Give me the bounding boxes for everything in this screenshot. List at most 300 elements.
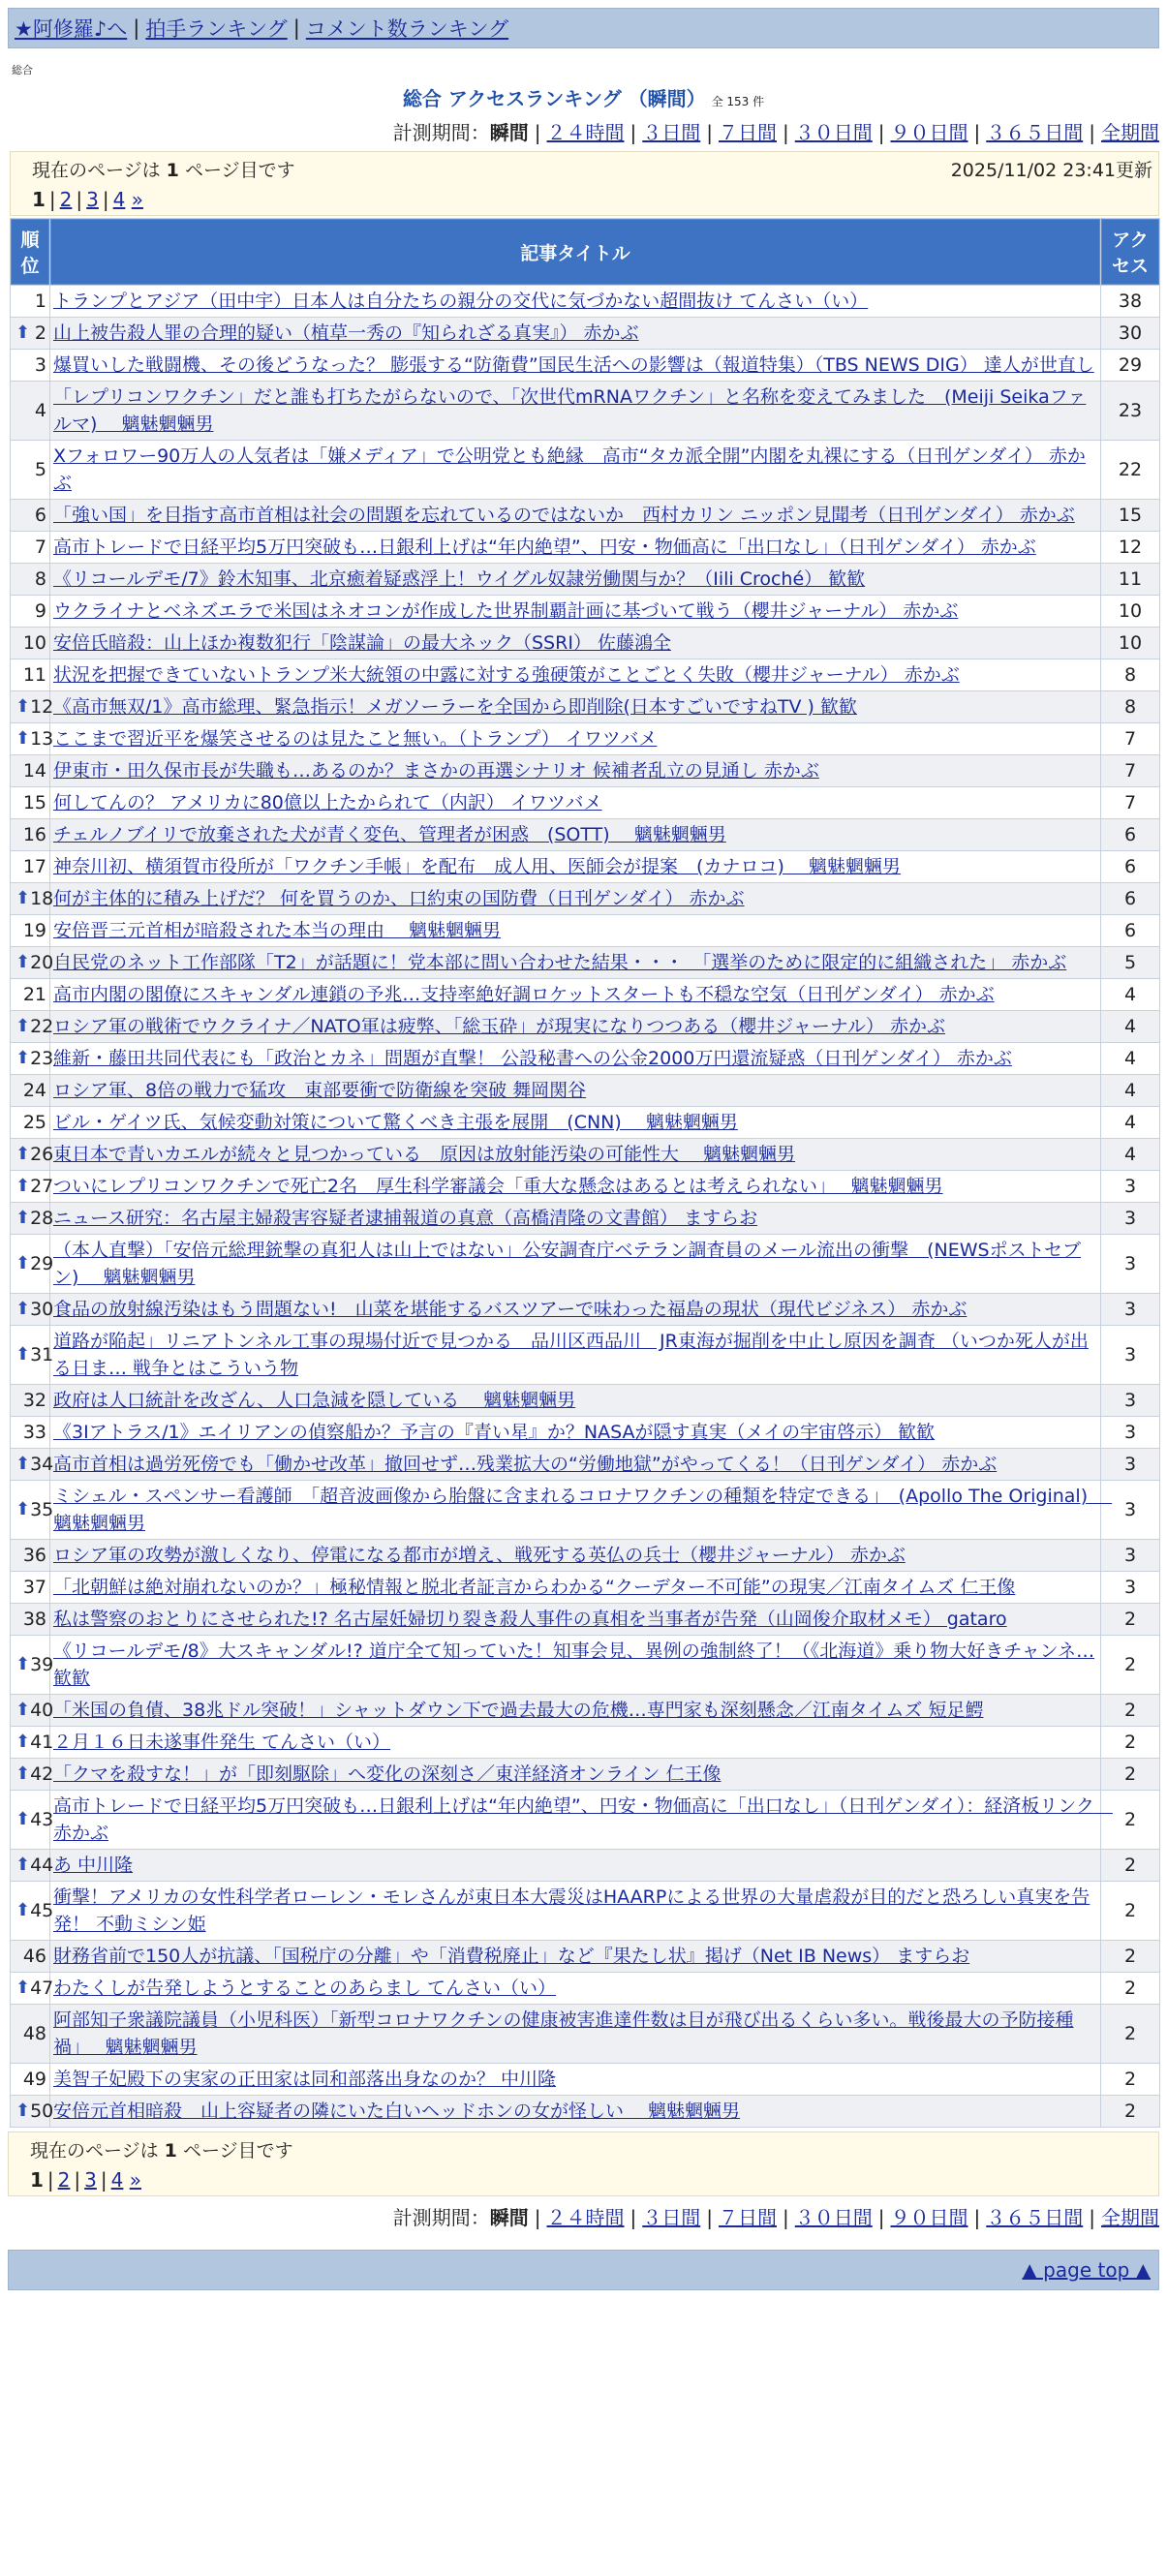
rank-number: 45 <box>30 1900 54 1921</box>
rank-number: 15 <box>22 792 46 813</box>
article-link[interactable]: 状況を把握できていないトランプ米大統領の中露に対する強硬策がことごとく失敗（櫻井ジャーナル） 赤かぶ <box>53 664 960 686</box>
article-link[interactable]: ロシア軍の戦術でウクライナ／NATO軍は疲弊、「総玉砕」が現実になりつつある（櫻井ジャーナル） 赤かぶ <box>53 1016 945 1037</box>
period-link[interactable]: ２４時間 <box>546 121 625 144</box>
table-row <box>11 1011 1159 1042</box>
access-count: 3 <box>1101 1326 1159 1384</box>
article-link[interactable]: （本人直撃）「安倍元総理銃撃の真犯人は山上ではない」公安調査庁ベテラン調査員のメール流出の衝撃 (NEWSポストセブン) 魑魅魍魎男 <box>53 1240 1082 1288</box>
access-count: 10 <box>1101 628 1159 659</box>
title-cell <box>50 1449 1100 1480</box>
title-cell <box>50 1043 1100 1074</box>
rank-cell <box>11 596 49 627</box>
rank-cell <box>11 1481 54 1539</box>
title-cell <box>50 1417 1100 1448</box>
access-count: 2 <box>1101 1941 1159 1972</box>
title-cell <box>50 947 1100 978</box>
period-separator: | <box>1089 121 1095 144</box>
rank-cell <box>11 1011 54 1042</box>
arrow-up-icon: ⬆ <box>15 1144 31 1164</box>
rank-number: 39 <box>30 1654 54 1675</box>
article-link[interactable]: 「クマを殺すな！」が「即刻駆除」へ変化の深刻さ／東洋経済オンライン 仁王像 <box>53 1763 722 1785</box>
pagination-current: 1 <box>32 188 46 211</box>
table-row <box>11 1636 1159 1694</box>
pagination-next[interactable]: » <box>131 188 143 211</box>
title-cell <box>50 1695 1100 1726</box>
title-cell <box>50 915 1100 946</box>
rank-number: 6 <box>34 505 46 526</box>
title-cell <box>50 628 1100 659</box>
pagination-link[interactable]: 2 <box>59 188 73 211</box>
access-count: 8 <box>1101 659 1159 690</box>
period-link[interactable]: ３６５日間 <box>986 121 1084 144</box>
rank-number: 30 <box>30 1299 54 1320</box>
article-link[interactable]: 「北朝鮮は絶対崩れないのか？」極秘情報と脱北者証言からわかる“クーデター不可能”の現実／江南タイムズ 仁王像 <box>53 1577 1016 1598</box>
article-link[interactable]: 自民党のネット工作部隊「T2」が話題に！党本部に問い合わせた結果・・・ 「選挙のために限定的に組織された」 赤かぶ <box>53 952 1067 973</box>
period-link[interactable]: ３日間 <box>642 121 701 144</box>
current-page-text: 現在のページは 1 ページ目です <box>30 2140 293 2162</box>
table-row <box>11 947 1159 978</box>
access-count: 3 <box>1101 1294 1159 1325</box>
rank-number: 38 <box>22 1609 46 1630</box>
rank-number: 48 <box>22 2023 46 2044</box>
rank-cell <box>11 1326 54 1384</box>
access-count: 3 <box>1101 1449 1159 1480</box>
article-link[interactable]: 「米国の負債、38兆ドル突破！」シャットダウン下で過去最大の危機…専門家も深刻懸念／江南タイムズ 短足鰐 <box>53 1700 984 1721</box>
clap-ranking-link[interactable]: 拍手ランキング <box>145 17 288 41</box>
article-link[interactable]: 高市首相は過労死傍でも「働かせ改革」撤回せず…残業拡大の“労働地獄”がやってくる！（日刊ゲンダイ） 赤かぶ <box>53 1454 998 1475</box>
table-row <box>11 1727 1159 1758</box>
period-selector-top <box>0 117 1159 145</box>
title-cell <box>50 1075 1100 1106</box>
article-link[interactable]: トランプとアジア（田中宇）日本人は自分たちの親分の交代に気づかない超間抜け てんさい（い） <box>53 291 869 312</box>
arrow-up-icon: ⬆ <box>15 1176 31 1196</box>
rank-number: 20 <box>30 952 54 973</box>
header-rank: 順位 <box>11 219 49 285</box>
rank-cell <box>11 1171 54 1202</box>
table-row <box>11 1203 1159 1234</box>
table-row <box>11 564 1159 595</box>
updated-time: 2025/11/02 23:41更新 <box>950 160 1152 181</box>
period-selector-bottom <box>0 2202 1159 2230</box>
pagination-link[interactable]: 3 <box>84 2168 97 2192</box>
table-row <box>11 1171 1159 1202</box>
rank-number: 18 <box>30 888 54 909</box>
access-count: 4 <box>1101 1011 1159 1042</box>
rank-cell <box>11 723 54 754</box>
article-link[interactable]: わたくしが告発しようとすることのあらまし てんさい（い） <box>53 1978 557 1999</box>
rank-cell <box>11 2005 49 2063</box>
period-link[interactable]: ３０日間 <box>794 121 873 144</box>
table-row <box>11 755 1159 786</box>
rank-number: 47 <box>30 1978 54 1999</box>
period-current: 瞬間 <box>489 2206 529 2229</box>
period-separator: | <box>783 121 789 144</box>
table-row <box>11 1294 1159 1325</box>
rank-cell <box>11 1235 54 1293</box>
rank-cell <box>11 1139 54 1170</box>
rank-number: 14 <box>22 760 46 782</box>
period-separator: | <box>877 121 885 144</box>
article-link[interactable]: ここまで習近平を爆笑させるのは見たこと無い。（トランプ） イワツバメ <box>53 728 658 750</box>
period-link[interactable]: 全期間 <box>1101 121 1159 144</box>
pagination-current: 1 <box>30 2168 44 2192</box>
pagination-separator: | <box>102 188 109 211</box>
rank-cell <box>11 628 49 659</box>
table-row <box>11 691 1159 722</box>
rank-cell <box>11 1695 54 1726</box>
rank-cell <box>11 2064 49 2095</box>
table-row <box>11 441 1159 499</box>
article-link[interactable]: ニュース研究：名古屋主婦殺害容疑者逮捕報道の真意（高橋清隆の文書館） ますらお <box>53 1208 758 1229</box>
rank-cell <box>11 883 54 914</box>
rank-cell <box>11 350 49 381</box>
article-link[interactable]: 「レプリコンワクチン」だと誰も打ちたがらないので、「次世代mRNAワクチン」と名称を変えてみました (Meiji Seikaファルマ) 魑魅魍魎男 <box>53 386 1087 435</box>
title-cell <box>50 1326 1100 1384</box>
rank-number: 22 <box>30 1016 54 1037</box>
article-link[interactable]: 「強い国」を目指す高市首相は社会の問題を忘れているのではないか 西村カリン ニッポン見聞考（日刊ゲンダイ） 赤かぶ <box>53 505 1075 526</box>
access-count: 8 <box>1101 691 1159 722</box>
table-row <box>11 1540 1159 1571</box>
rank-cell <box>11 532 49 563</box>
title-cell <box>50 596 1100 627</box>
period-separator: | <box>973 2206 981 2229</box>
arrow-up-icon: ⬆ <box>15 1654 31 1674</box>
title-cell <box>50 1481 1113 1539</box>
arrow-up-icon: ⬆ <box>15 1253 31 1273</box>
rank-number: 49 <box>22 2069 46 2090</box>
access-count: 2 <box>1101 2005 1159 2063</box>
arrow-up-icon: ⬆ <box>15 1344 31 1365</box>
table-row <box>11 1385 1159 1416</box>
access-count: 2 <box>1101 1882 1159 1940</box>
access-count: 2 <box>1101 2096 1159 2127</box>
access-count: 3 <box>1101 1481 1159 1539</box>
access-count: 2 <box>1101 1727 1159 1758</box>
rank-cell <box>11 1604 49 1635</box>
article-link[interactable]: 食品の放射線汚染はもう問題ない! 山菜を堪能するバスツアーで味わった福島の現状（現代ビジネス） 赤かぶ <box>53 1299 967 1320</box>
arrow-up-icon: ⬆ <box>15 1499 31 1519</box>
table-row <box>11 915 1159 946</box>
table-row <box>11 2096 1159 2127</box>
rank-number: 26 <box>30 1144 54 1165</box>
arrow-up-icon: ⬆ <box>15 1732 31 1752</box>
rank-number: 25 <box>22 1112 46 1133</box>
nav-separator: | <box>133 16 140 40</box>
rank-number: 2 <box>34 322 46 344</box>
article-link[interactable]: 高市トレードで日経平均5万円突破も…日銀利上げは“年内絶望”、円安・物価高に「出口なし」（日刊ゲンダイ）：経済板リンク 赤かぶ <box>53 1795 1113 1844</box>
rank-number: 12 <box>30 696 54 718</box>
home-link[interactable]: ★阿修羅♪へ <box>15 17 128 41</box>
table-row <box>11 819 1159 850</box>
table-row <box>11 787 1159 818</box>
article-link[interactable]: 伊東市・田久保市長が失職も…あるのか？まさかの再選シナリオ 候補者乱立の見通し 赤かぶ <box>53 760 819 782</box>
table-row <box>11 318 1159 349</box>
pagination-bottom <box>30 2168 1152 2192</box>
period-separator: | <box>706 2206 713 2229</box>
article-link[interactable]: 神奈川初、横須賀市役所が「ワクチン手帳」を配布 成人用、医師会が提案 (カナロコ) 魑魅魍魎男 <box>53 856 901 877</box>
table-row <box>11 851 1159 882</box>
access-count: 6 <box>1101 819 1159 850</box>
rank-number: 19 <box>22 920 46 941</box>
title-cell <box>50 1973 1100 2004</box>
article-link[interactable]: 《リコールデモ/8》大スキャンダル!? 道庁全て知っていた！知事会見、異例の強制終了！（《北海道》乗り物大好きチャンネ… 歓歓 <box>53 1641 1095 1689</box>
arrow-up-icon: ⬆ <box>15 1048 31 1068</box>
arrow-up-icon: ⬆ <box>15 2101 31 2121</box>
access-count: 3 <box>1101 1171 1159 1202</box>
current-page-text: 現在のページは 1 ページ目です <box>32 160 295 181</box>
title-cell <box>50 382 1100 440</box>
article-link[interactable]: ビル・ゲイツ氏、気候変動対策について驚くべき主張を展開 (CNN) 魑魅魍魎男 <box>53 1112 738 1133</box>
access-count: 6 <box>1101 883 1159 914</box>
access-count: 30 <box>1101 318 1159 349</box>
rank-number: 42 <box>30 1763 54 1785</box>
article-link[interactable]: 何が主体的に積み上げだ？ 何を買うのか、口約束の国防費（日刊ゲンダイ） 赤かぶ <box>53 888 745 909</box>
rank-number: 13 <box>30 728 54 750</box>
rank-number: 27 <box>30 1176 54 1197</box>
rank-number: 36 <box>22 1545 46 1566</box>
article-link[interactable]: 山上被告殺人罪の合理的疑い（植草一秀の『知られざる真実』） 赤かぶ <box>53 322 639 344</box>
period-label: 計測期間： <box>392 2206 490 2229</box>
pagination-link[interactable]: 3 <box>86 188 99 211</box>
title-cell <box>50 1235 1100 1293</box>
article-link[interactable]: 《高市無双/1》高市総理、緊急指示！メガソーラーを全国から即削除(日本すごいですねTV ) 歓歓 <box>53 696 857 718</box>
arrow-up-icon: ⬆ <box>15 1208 31 1228</box>
rank-cell <box>11 1449 54 1480</box>
access-count: 4 <box>1101 1107 1159 1138</box>
rank-number: 50 <box>30 2101 54 2122</box>
rank-cell <box>11 947 54 978</box>
page-title <box>0 83 1167 111</box>
access-count: 6 <box>1101 915 1159 946</box>
table-row <box>11 1791 1159 1849</box>
table-row <box>11 532 1159 563</box>
page-info-bottom <box>8 2131 1159 2196</box>
title-cell <box>50 1882 1100 1940</box>
title-cell <box>50 787 1100 818</box>
rank-cell <box>11 1882 54 1940</box>
rank-cell <box>11 659 49 690</box>
rank-cell <box>11 1043 54 1074</box>
article-link[interactable]: 道路が陥起」リニアトンネル工事の現場付近で見つかる 品川区西品川 JR東海が掘削を中止し原因を調査 （いつか死人が出る日ま… 戦争とはこういう物 <box>53 1331 1089 1379</box>
table-row <box>11 1449 1159 1480</box>
rank-cell <box>11 382 49 440</box>
title-cell <box>50 755 1100 786</box>
bottom-bar <box>8 2250 1159 2290</box>
article-link[interactable]: ロシア軍、8倍の戦力で猛攻 東部要衝で防衛線を突破 舞岡関谷 <box>53 1080 587 1101</box>
access-count: 7 <box>1101 755 1159 786</box>
table-row <box>11 1043 1159 1074</box>
rank-number: 4 <box>34 400 46 421</box>
title-cell <box>50 979 1100 1010</box>
table-row <box>11 1882 1159 1940</box>
arrow-up-icon: ⬆ <box>15 1900 31 1920</box>
article-link[interactable]: 高市内閣の閣僚にスキャンダル連鎖の予兆…支持率絶好調ロケットスタートも不穏な空気（日刊ゲンダイ） 赤かぶ <box>53 984 995 1005</box>
rank-cell <box>11 1973 54 2004</box>
article-link[interactable]: 財務省前で150人が抗議、「国税庁の分離」や「消費税廃止」など『果たし状』掲げ（Net IB News） ますらお <box>53 1946 970 1967</box>
article-link[interactable]: チェルノブイリで放棄された犬が青く変色、管理者が困惑 (SOTT) 魑魅魍魎男 <box>53 824 726 845</box>
arrow-up-icon: ⬆ <box>15 696 31 717</box>
access-count: 2 <box>1101 1850 1159 1881</box>
title-cell <box>50 1850 1100 1881</box>
pagination-link[interactable]: 4 <box>112 188 126 211</box>
article-link[interactable]: 安倍晋三元首相が暗殺された本当の理由 魑魅魍魎男 <box>53 920 502 941</box>
title-cell <box>50 1294 1100 1325</box>
article-link[interactable]: ウクライナとベネズエラで米国はネオコンが作成した世界制覇計画に基づいて戦う（櫻井ジャーナル） 赤かぶ <box>53 600 959 622</box>
rank-cell <box>11 1107 49 1138</box>
title-cell <box>50 350 1100 381</box>
ranking-title: 総合 アクセスランキング （瞬間） <box>402 87 706 110</box>
article-link[interactable]: 私は警察のおとりにさせられた!? 名古屋妊婦切り裂き殺人事件の真相を当事者が告発（山岡俊介取材メモ） gataro <box>53 1609 1007 1630</box>
rank-number: 31 <box>30 1344 54 1365</box>
page-info-top <box>10 151 1159 216</box>
pagination-link[interactable]: 4 <box>110 2168 124 2192</box>
article-link[interactable]: 《リコールデモ/7》鈴木知事、北京癒着疑惑浮上！ウイグル奴隷労働関与か？（Iili Croché） 歓歓 <box>53 568 866 590</box>
period-separator: | <box>534 121 541 144</box>
rank-number: 44 <box>30 1855 54 1876</box>
title-cell <box>50 2096 1100 2127</box>
period-link[interactable]: ２４時間 <box>546 2206 625 2229</box>
comment-ranking-link[interactable]: コメント数ランキング <box>305 17 509 41</box>
pagination-separator: | <box>74 2168 81 2192</box>
access-count: 29 <box>1101 350 1159 381</box>
rank-number: 43 <box>30 1809 54 1830</box>
title-cell <box>50 1171 1100 1202</box>
pagination-separator: | <box>100 2168 107 2192</box>
article-link[interactable]: 政府は人口統計を改ざん、人口急減を隠している 魑魅魍魎男 <box>53 1390 576 1411</box>
title-cell <box>50 318 1100 349</box>
pagination-link[interactable]: 2 <box>57 2168 71 2192</box>
period-separator: | <box>630 2206 637 2229</box>
access-count: 3 <box>1101 1203 1159 1234</box>
article-link[interactable]: ついにレプリコンワクチンで死亡2名 厚生科学審議会「重大な懸念はあるとは考えられない」 魑魅魍魎男 <box>53 1176 943 1197</box>
rank-cell <box>11 1941 49 1972</box>
period-separator: | <box>877 2206 885 2229</box>
page-top-link[interactable]: ▲ page top ▲ <box>1022 2258 1151 2282</box>
access-count: 4 <box>1101 1139 1159 1170</box>
period-link[interactable]: ７日間 <box>719 121 777 144</box>
article-link[interactable]: 爆買いした戦闘機、その後どうなった？ 膨張する“防衛費”国民生活への影響は（報道特集）（TBS NEWS DIG） 達人が世直し <box>53 354 1094 376</box>
rank-number: 1 <box>34 291 46 312</box>
table-row <box>11 1139 1159 1170</box>
rank-cell <box>11 500 49 531</box>
rank-cell <box>11 1385 49 1416</box>
table-row <box>11 596 1159 627</box>
period-link[interactable]: ３０日間 <box>794 2206 873 2229</box>
access-count: 6 <box>1101 851 1159 882</box>
article-link[interactable]: 東日本で青いカエルが続々と見つかっている 原因は放射能汚染の可能性大 魑魅魍魎男 <box>53 1144 796 1165</box>
rank-cell <box>11 1850 54 1881</box>
arrow-up-icon: ⬆ <box>15 1809 31 1829</box>
access-count: 3 <box>1101 1385 1159 1416</box>
article-link[interactable]: あ 中川隆 <box>53 1855 134 1876</box>
access-count: 22 <box>1101 441 1159 499</box>
access-count: 3 <box>1101 1540 1159 1571</box>
pagination-separator: | <box>46 2168 54 2192</box>
period-separator: | <box>783 2206 789 2229</box>
access-count: 10 <box>1101 596 1159 627</box>
article-link[interactable]: Xフォロワー90万人の人気者は「嫌メディア」で公明党とも絶縁 高市“タカ派全開”内閣を丸裸にする（日刊ゲンダイ） 赤かぶ <box>53 445 1086 494</box>
access-count: 4 <box>1101 1043 1159 1074</box>
table-row <box>11 1572 1159 1603</box>
total-count: 全 153 件 <box>711 95 765 108</box>
title-cell <box>50 819 1100 850</box>
title-cell <box>50 286 1100 317</box>
rank-cell <box>11 787 49 818</box>
title-cell <box>50 2064 1100 2095</box>
rank-number: 35 <box>30 1499 54 1520</box>
period-separator: | <box>973 121 981 144</box>
rank-cell <box>11 286 49 317</box>
arrow-up-icon: ⬆ <box>15 952 31 972</box>
article-link[interactable]: 衝撃！アメリカの女性科学者ローレン・モレさんが東日本大震災はHAARPによる世界の大量虐殺が目的だと恐ろしい真実を告発！ 不動ミシン姫 <box>53 1886 1090 1935</box>
article-link[interactable]: 《3Iアトラス/1》エイリアンの偵察船か？予言の『青い星』か？NASAが隠す真実（メイの宇宙啓示） 歓歓 <box>53 1422 936 1443</box>
period-link[interactable]: 全期間 <box>1101 2206 1159 2229</box>
rank-number: 17 <box>22 856 46 877</box>
article-link[interactable]: ２月１６日未遂事件発生 てんさい（い） <box>53 1732 391 1753</box>
access-count: 5 <box>1101 947 1159 978</box>
article-link[interactable]: 高市トレードで日経平均5万円突破も…日銀利上げは“年内絶望”、円安・物価高に「出口なし」（日刊ゲンダイ） 赤かぶ <box>53 537 1036 558</box>
table-row <box>11 1604 1159 1635</box>
article-link[interactable]: 何してんの？ アメリカに80億以上たかられて（内訳） イワツバメ <box>53 792 602 813</box>
rank-number: 24 <box>22 1080 46 1101</box>
rank-cell <box>11 318 49 349</box>
period-link[interactable]: ３日間 <box>642 2206 701 2229</box>
period-link[interactable]: ３６５日間 <box>986 2206 1084 2229</box>
table-row <box>11 1973 1159 2004</box>
rank-number: 37 <box>22 1577 46 1598</box>
title-cell <box>50 1011 1100 1042</box>
arrow-up-icon: ⬆ <box>15 1299 31 1319</box>
rank-cell <box>11 1203 54 1234</box>
access-count: 12 <box>1101 532 1159 563</box>
arrow-up-icon: ⬆ <box>15 728 31 749</box>
title-cell <box>50 851 1100 882</box>
article-link[interactable]: 安倍元首相暗殺 山上容疑者の隣にいた白いヘッドホンの女が怪しい 魑魅魍魎男 <box>53 2101 741 2122</box>
article-link[interactable]: 美智子妃殿下の実家の正田家は同和部落出身なのか？ 中川隆 <box>53 2069 557 2090</box>
rank-number: 21 <box>22 984 46 1005</box>
nav-separator: | <box>292 16 300 40</box>
title-cell <box>50 441 1100 499</box>
period-link[interactable]: ９０日間 <box>890 121 968 144</box>
access-count: 7 <box>1101 723 1159 754</box>
access-count: 2 <box>1101 1695 1159 1726</box>
table-row <box>11 1941 1159 1972</box>
table-row <box>11 382 1159 440</box>
header-title: 記事タイトル <box>50 219 1100 285</box>
article-link[interactable]: 阿部知子衆議院議員（小児科医）「新型コロナワクチンの健康被害進達件数は目が飛び出るくらい多い。戦後最大の予防接種禍」 魑魅魍魎男 <box>53 2009 1074 2058</box>
article-link[interactable]: 安倍氏暗殺：山上ほか複数犯行「陰謀論」の最大ネック（SSRI） 佐藤鴻全 <box>53 632 671 654</box>
title-cell <box>50 1107 1100 1138</box>
period-link[interactable]: ９０日間 <box>890 2206 968 2229</box>
arrow-up-icon: ⬆ <box>15 1978 31 1998</box>
period-link[interactable]: ７日間 <box>719 2206 777 2229</box>
top-nav-bar <box>8 8 1159 48</box>
table-row <box>11 628 1159 659</box>
table-row <box>11 883 1159 914</box>
category-label: 総合 <box>12 64 33 77</box>
rank-cell <box>11 441 49 499</box>
access-count: 3 <box>1101 1235 1159 1293</box>
rank-cell <box>11 1075 49 1106</box>
access-count: 38 <box>1101 286 1159 317</box>
rank-cell <box>11 1572 49 1603</box>
title-cell <box>50 1941 1100 1972</box>
access-count: 3 <box>1101 1572 1159 1603</box>
pagination-next[interactable]: » <box>129 2168 141 2192</box>
article-link[interactable]: 維新・藤田共同代表にも「政治とカネ」問題が直撃！ 公設秘書への公金2000万円還流疑惑（日刊ゲンダイ） 赤かぶ <box>53 1048 1012 1069</box>
article-link[interactable]: ミシェル・スペンサー看護師 「超音波画像から胎盤に含まれるコロナワクチンの種類を特定できる」 (Apollo The Original) 魑魅魍魎男 <box>53 1486 1113 1534</box>
article-link[interactable]: ロシア軍の攻勢が激しくなり、停電になる都市が増え、戦死する英仏の兵士（櫻井ジャーナル） 赤かぶ <box>53 1545 906 1566</box>
period-separator: | <box>1089 2206 1095 2229</box>
